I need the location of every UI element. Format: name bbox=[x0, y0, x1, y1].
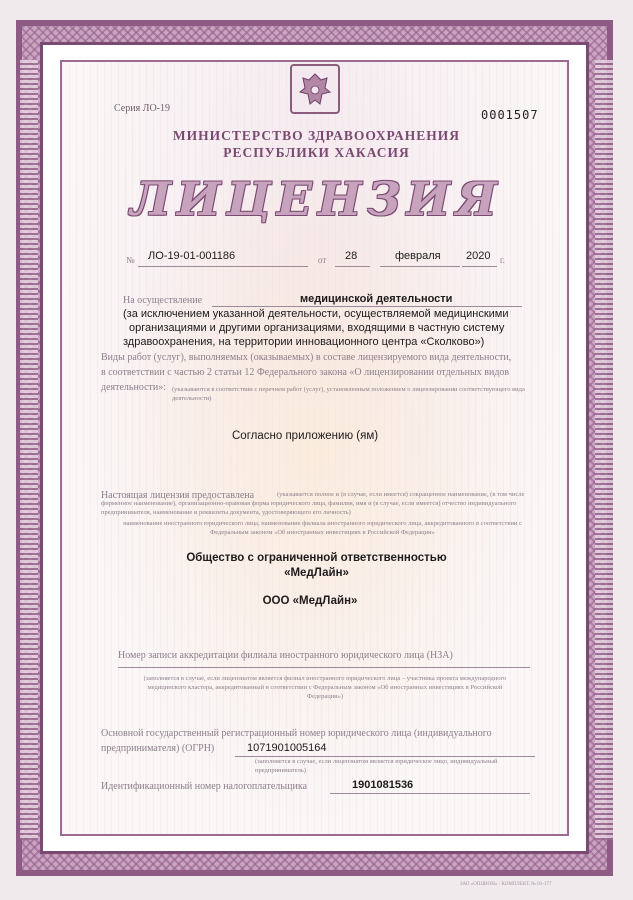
works-note: (указываются в соответствии с перечнем работ (услуг), установленным положением о лицензировании соответствующего вида деятельности) bbox=[172, 386, 525, 402]
nza-underline bbox=[118, 667, 530, 668]
serial-number: 0001507 bbox=[481, 108, 539, 122]
works-value: Согласно приложению (ям) bbox=[232, 430, 379, 442]
licensee-full-name-line1: Общество с ограниченной ответственностью bbox=[186, 552, 447, 564]
day-underline bbox=[335, 266, 370, 267]
inn-value: 1901081536 bbox=[352, 779, 414, 791]
works-text-line2: в соответствии с частью 2 статьи 12 Федерального закона «О лицензировании отдельных видов bbox=[101, 367, 510, 378]
month-underline bbox=[380, 266, 460, 267]
number-label: № bbox=[126, 255, 135, 265]
licensee-short-name: ООО «МедЛайн» bbox=[262, 595, 358, 607]
nza-note: (заполняется в случае, если лицензиатом является филиал иностранного юридического лица – участника проекта международного медицинского кластера, аккредитованный в соответствии с Федеральным законом «Об иностранных инвестициях в Российской Федерации») bbox=[143, 675, 507, 700]
inn-underline bbox=[330, 793, 530, 794]
licensee-branch-note: наименование иностранного юридического лица, наименование филиала иностранного юридического лица, аккредитованного в соответствии с Федеральным законом «Об иностранных инвестициях в Российской Федерации» bbox=[123, 520, 522, 536]
year-suffix: г. bbox=[500, 255, 505, 265]
activity-value-line2: (за исключением указанной деятельности, осуществляемой медицинскими bbox=[123, 308, 509, 320]
year-underline bbox=[462, 266, 497, 267]
document-title: ЛИЦЕНЗИЯ bbox=[130, 172, 503, 226]
number-underline bbox=[138, 266, 308, 267]
licensee-intro-note: (указывается полное и (в случае, если имеется) сокращенное наименование, (в том числе фирменное наименование), организационно-правовая форма юридического лица, фамилия, имя и (в случае, если имеется) отчество индивидуального предпринимателя, наименование и реквизиты документа, удостоверяющего его личность) bbox=[101, 491, 525, 516]
nza-label: Номер записи аккредитации филиала иностранного юридического лица (НЗА) bbox=[118, 650, 453, 661]
coat-of-arms-emblem bbox=[290, 64, 340, 114]
printer-note: ЗАО «ОПЦИОН» - КОМПЛЕКТ. № 01-177 bbox=[460, 882, 552, 887]
works-text-line1: Виды работ (услуг), выполняемых (оказываемых) в составе лицензируемого вида деятельности, bbox=[101, 352, 512, 363]
date-from-label: от bbox=[318, 255, 327, 265]
series-label: Серия ЛО-19 bbox=[114, 103, 171, 114]
ministry-name-line1: МИНИСТЕРСТВО ЗДРАВООХРАНЕНИЯ bbox=[172, 128, 461, 143]
license-day: 28 bbox=[345, 250, 358, 262]
works-text-line3: деятельности»: bbox=[101, 382, 167, 393]
license-year: 2020 bbox=[466, 250, 491, 262]
licensee-intro: Настоящая лицензия предоставлена bbox=[101, 490, 255, 501]
license-month: февраля bbox=[395, 250, 441, 262]
activity-label: На осуществление bbox=[123, 295, 203, 306]
activity-underline bbox=[212, 306, 522, 307]
inn-label: Идентификационный номер налогоплательщика bbox=[101, 781, 308, 792]
activity-value-line3: организациями и другими организациями, входящими в частную систему bbox=[129, 322, 505, 334]
ogrn-value: 1071901005164 bbox=[247, 742, 327, 754]
ogrn-label-line1: Основной государственный регистрационный номер юридического лица (индивидуального bbox=[101, 728, 492, 739]
ministry-name-line2: РЕСПУБЛИКИ ХАКАСИЯ bbox=[223, 145, 410, 160]
activity-value-line4: здравоохранения, на территории инновационного центра «Сколково») bbox=[123, 336, 485, 348]
ogrn-note: (заполняется в случае, если лицензиатом является юридическое лицо, индивидуальный предприниматель) bbox=[255, 758, 498, 774]
activity-value-line1: медицинской деятельности bbox=[300, 293, 453, 305]
ogrn-label-line2: предпринимателя) (ОГРН) bbox=[101, 743, 215, 754]
licensee-full-name-line2: «МедЛайн» bbox=[284, 567, 349, 579]
license-number: ЛО-19-01-001186 bbox=[148, 250, 236, 262]
